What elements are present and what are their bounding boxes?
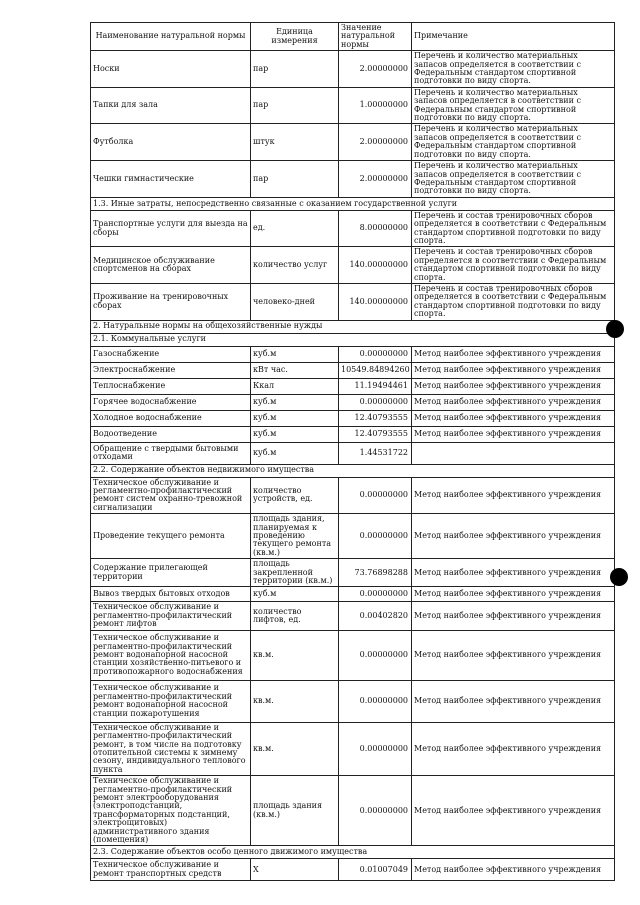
norm-note: Перечень и количество материальных запасов определяется в соответствии с Федеральным стандартом спортивной подготовки по виду спорта. [412,124,615,161]
norm-value: 2.00000000 [339,51,412,88]
norm-note: Метод наиболее эффективного учреждения [412,346,615,362]
norm-value: 1.00000000 [339,87,412,124]
table-row [91,124,615,161]
norm-name: Проживание на тренировочных сборах [91,283,251,320]
norm-name: Электроснабжение [91,362,251,378]
norm-note: Метод наиболее эффективного учреждения [412,362,615,378]
norm-value: 12.40793555 [339,426,412,442]
norm-unit: куб.м [251,410,339,426]
norm-value: 0.00000000 [339,514,412,559]
norm-unit: ед. [251,210,339,247]
norm-name: Техническое обслуживание и регламентно-профилактический ремонт электрооборудования (электроподстанций, трансформаторных подстанций, электрощитовых) административного здания (помещения) [91,776,251,846]
norm-value: 8.00000000 [339,210,412,247]
norm-note: Метод наиболее эффективного учреждения [412,680,615,722]
norm-unit: пар [251,51,339,88]
norm-name: Техническое обслуживание и регламентно-профилактический ремонт водонапорной насосной станции пожаротушения [91,680,251,722]
norm-name: Холодное водоснабжение [91,410,251,426]
norm-unit: количество устройств, ед. [251,477,339,514]
norm-note: Перечень и состав тренировочных сборов определяется в соответствии с Федеральным стандартом спортивной подготовки по виду спорта. [412,283,615,320]
norm-value: 0.00000000 [339,394,412,410]
table-row [91,283,615,320]
norm-name: Техническое обслуживание и регламентно-профилактический ремонт водонапорной насосной станции хозяйственно-питьевого и противопожарного водоснабжения [91,630,251,680]
norm-value: 0.00000000 [339,477,412,514]
norm-unit: площадь здания, планируемая к проведению текущего ремонта (кв.м.) [251,514,339,559]
norm-value: 73.76898288 [339,559,412,587]
norm-value: 12.40793555 [339,410,412,426]
scan-hole-mark [610,568,628,586]
norm-note [412,442,615,464]
norm-unit: куб.м [251,442,339,464]
table-row [91,346,615,362]
norm-unit: кв.м. [251,630,339,680]
norm-name: Теплоснабжение [91,378,251,394]
table-row [91,559,615,587]
norm-unit: пар [251,87,339,124]
norm-unit: кВт час. [251,362,339,378]
table-row [91,210,615,247]
norm-value: 11.19494461 [339,378,412,394]
header-note: Примечание [412,23,615,51]
section-row [91,464,615,477]
norm-note: Метод наиболее эффективного учреждения [412,394,615,410]
norm-name: Футболка [91,124,251,161]
norm-unit: куб.м [251,394,339,410]
norm-note: Метод наиболее эффективного учреждения [412,630,615,680]
table-row [91,514,615,559]
norm-note: Метод наиболее эффективного учреждения [412,587,615,602]
norm-unit: Х [251,859,339,881]
norm-name: Содержание прилегающей территории [91,559,251,587]
table-row [91,247,615,284]
norm-value: 0.00000000 [339,587,412,602]
norm-value: 0.00000000 [339,776,412,846]
norm-value: 0.00000000 [339,680,412,722]
table-row [91,442,615,464]
header-name: Наименование натуральной нормы [91,23,251,51]
table-row [91,394,615,410]
table-row [91,410,615,426]
norm-unit: пар [251,161,339,198]
norm-name: Чешки гимнастические [91,161,251,198]
section-title: 2. Натуральные нормы на общехозяйственные нужды [91,320,615,333]
table-row [91,859,615,881]
norm-value: 0.00000000 [339,722,412,775]
table-row [91,477,615,514]
norm-unit: кв.м. [251,680,339,722]
table-row [91,680,615,722]
norm-note: Метод наиболее эффективного учреждения [412,477,615,514]
table-row [91,630,615,680]
norm-note: Метод наиболее эффективного учреждения [412,514,615,559]
norm-unit: человеко-дней [251,283,339,320]
table-row [91,362,615,378]
section-title: 2.3. Содержание объектов особо ценного движимого имущества [91,846,615,859]
norm-note: Метод наиболее эффективного учреждения [412,410,615,426]
norm-name: Тапки для зала [91,87,251,124]
norm-value: 10549.84894260 [339,362,412,378]
header-unit: Единица измерения [251,23,339,51]
norm-name: Носки [91,51,251,88]
norm-value: 1.44531722 [339,442,412,464]
norm-unit: площадь закрепленной территории (кв.м.) [251,559,339,587]
table-row [91,51,615,88]
norm-unit: количество услуг [251,247,339,284]
norm-name: Техническое обслуживание и регламентно-профилактический ремонт систем охранно-тревожной сигнализации [91,477,251,514]
table-row [91,426,615,442]
document-page [90,22,614,881]
norm-value: 0.01007049 [339,859,412,881]
header-row [91,23,615,51]
norm-note: Метод наиболее эффективного учреждения [412,378,615,394]
norm-name: Техническое обслуживание и регламентно-профилактический ремонт, в том числе на подготовку отопительной системы к зимнему сезону, индивидуального теплового пункта [91,722,251,775]
norm-name: Вывоз твердых бытовых отходов [91,587,251,602]
norm-note: Перечень и количество материальных запасов определяется в соответствии с Федеральным стандартом спортивной подготовки по виду спорта. [412,161,615,198]
norm-name: Транспортные услуги для выезда на сборы [91,210,251,247]
section-row [91,846,615,859]
norm-note: Метод наиболее эффективного учреждения [412,859,615,881]
norm-unit: куб.м [251,587,339,602]
norm-note: Метод наиболее эффективного учреждения [412,602,615,630]
section-row [91,320,615,333]
table-row [91,161,615,198]
table-row [91,587,615,602]
norm-name: Горячее водоснабжение [91,394,251,410]
norms-table [90,22,615,881]
norm-value: 0.00000000 [339,630,412,680]
norm-value: 0.00000000 [339,346,412,362]
norm-name: Медицинское обслуживание спортсменов на сборах [91,247,251,284]
norm-unit: площадь здания (кв.м.) [251,776,339,846]
norm-unit: кв.м. [251,722,339,775]
scan-hole-mark [606,320,624,338]
table-row [91,87,615,124]
norm-name: Обращение с твердыми бытовыми отходами [91,442,251,464]
norm-note: Перечень и состав тренировочных сборов определяется в соответствии с Федеральным стандартом спортивной подготовки по виду спорта. [412,210,615,247]
norm-name: Техническое обслуживание и регламентно-профилактический ремонт лифтов [91,602,251,630]
norm-value: 140.00000000 [339,283,412,320]
norm-note: Перечень и количество материальных запасов определяется в соответствии с Федеральным стандартом спортивной подготовки по виду спорта. [412,87,615,124]
norm-note: Метод наиболее эффективного учреждения [412,722,615,775]
norm-note: Перечень и состав тренировочных сборов определяется в соответствии с Федеральным стандартом спортивной подготовки по виду спорта. [412,247,615,284]
table-row [91,722,615,775]
header-value: Значение натуральной нормы [339,23,412,51]
norm-unit: штук [251,124,339,161]
section-title: 2.1. Коммунальные услуги [91,333,615,346]
section-title: 2.2. Содержание объектов недвижимого имущества [91,464,615,477]
norm-unit: Ккал [251,378,339,394]
norm-unit: количество лифтов, ед. [251,602,339,630]
section-row [91,333,615,346]
norm-value: 140.00000000 [339,247,412,284]
norm-name: Проведение текущего ремонта [91,514,251,559]
norm-value: 2.00000000 [339,124,412,161]
norm-name: Газоснабжение [91,346,251,362]
norm-note: Метод наиболее эффективного учреждения [412,426,615,442]
section-row [91,197,615,210]
table-row [91,378,615,394]
section-title: 1.3. Иные затраты, непосредственно связанные с оказанием государственной услуги [91,197,615,210]
norm-value: 2.00000000 [339,161,412,198]
norm-note: Перечень и количество материальных запасов определяется в соответствии с Федеральным стандартом спортивной подготовки по виду спорта. [412,51,615,88]
norm-note: Метод наиболее эффективного учреждения [412,559,615,587]
norm-value: 0.00402820 [339,602,412,630]
norm-name: Техническое обслуживание и ремонт транспортных средств [91,859,251,881]
norm-name: Водоотведение [91,426,251,442]
norm-unit: куб.м [251,426,339,442]
norm-note: Метод наиболее эффективного учреждения [412,776,615,846]
norm-unit: куб.м [251,346,339,362]
table-row [91,776,615,846]
table-row [91,602,615,630]
